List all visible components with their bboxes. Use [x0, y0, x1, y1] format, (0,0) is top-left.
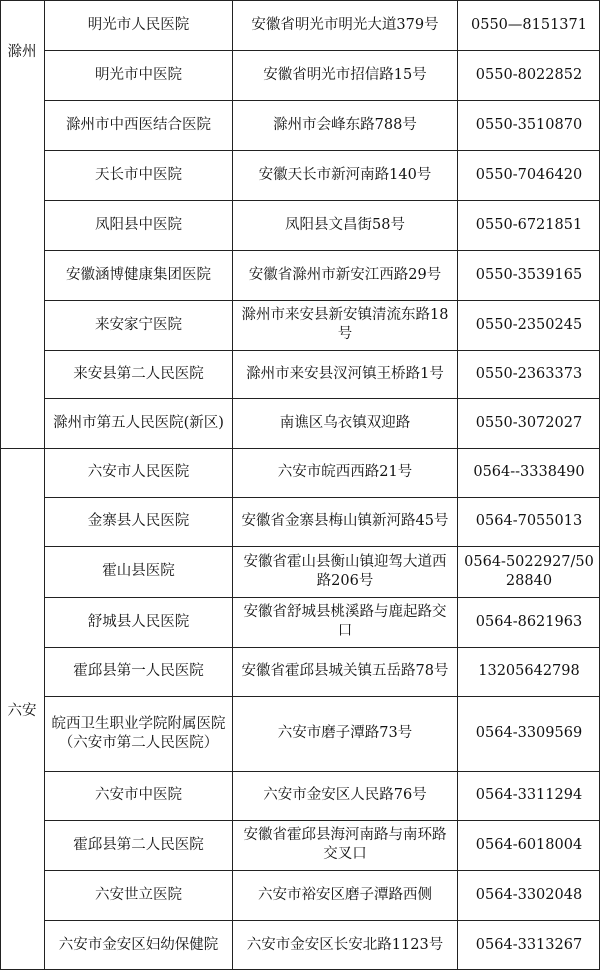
address-cell: 安徽省霍山县衡山镇迎驾大道西路206号: [243, 553, 447, 589]
phone-cell: 0550-3072027: [475, 414, 583, 431]
hospital-cell: 天长市中医院: [95, 166, 182, 183]
hospital-cell: 六安世立医院: [95, 886, 182, 903]
hospital-cell: 滁州市第五人民医院(新区): [53, 414, 224, 431]
phone-cell: 0564-6018004: [475, 836, 583, 853]
address-cell: 六安市磨子潭路73号: [277, 725, 413, 741]
hospital-cell: 安徽涵博健康集团医院: [66, 266, 211, 283]
address-cell: 滁州市来安县新安镇清流东路18号: [241, 307, 449, 342]
hospital-cell: 六安市人民医院: [87, 464, 190, 480]
address-cell: 安徽省霍邱县城关镇五岳路78号: [241, 663, 449, 679]
address-cell: 凤阳县文昌街58号: [285, 216, 405, 233]
address-cell: 安徽省霍邱县海河南路与南环路交叉口: [243, 827, 447, 862]
phone-cell: 0564-8621963: [475, 613, 583, 630]
address-cell: 安徽省明光市招信路15号: [263, 66, 427, 83]
address-cell: 六安市裕安区磨子潭路西侧: [258, 886, 432, 903]
address-cell: 六安市金安区长安北路1123号: [246, 936, 444, 953]
phone-cell: 0550-8022852: [475, 66, 583, 83]
address-cell: 六安市皖西西路21号: [277, 464, 413, 480]
hospital-cell: 六安市中医院: [95, 787, 182, 803]
address-cell: 安徽天长市新河南路140号: [258, 166, 432, 183]
address-cell: 南谯区乌衣镇双迎路: [279, 414, 411, 431]
phone-cell: 0550-7046420: [475, 166, 583, 183]
address-cell: 安徽省舒城县桃溪路与鹿起路交口: [243, 604, 447, 639]
phone-cell: 0550—8151371: [471, 16, 587, 33]
phone-cell: 0564-3302048: [475, 886, 583, 903]
phone-cell: 0550-3539165: [475, 266, 583, 283]
hospital-cell: 霍山县医院: [102, 563, 175, 579]
phone-cell: 0564--3338490: [473, 464, 585, 480]
hospital-cell: 明光市中医院: [95, 66, 182, 83]
hospital-cell: 霍邱县第二人民医院: [73, 836, 204, 853]
hospital-cell: 舒城县人民医院: [87, 613, 190, 630]
address-cell: 安徽省滁州市新安江西路29号: [248, 266, 442, 283]
hospital-cell: 来安县第二人民医院: [73, 365, 204, 382]
hospital-cell: 金寨县人民医院: [87, 513, 190, 529]
region-label: 六安: [7, 702, 37, 719]
phone-cell: 0564-5022927/5028840: [464, 553, 594, 589]
phone-cell: 0550-2350245: [475, 316, 583, 333]
address-cell: 安徽省明光市明光大道379号: [251, 16, 439, 33]
region-label: 滁州: [7, 43, 37, 60]
hospital-cell: 来安家宁医院: [95, 316, 182, 333]
phone-cell: 0564-7055013: [475, 513, 583, 529]
hospital-cell: 六安市金安区妇幼保健院: [58, 936, 219, 953]
phone-cell: 0564-3311294: [475, 787, 583, 803]
address-cell: 滁州市来安县汊河镇王桥路1号: [246, 365, 444, 382]
phone-cell: 0564-3313267: [475, 936, 583, 953]
phone-cell: 0564-3309569: [475, 725, 583, 741]
hospital-cell: 皖西卫生职业学院附属医院（六安市第二人民医院）: [51, 715, 226, 751]
hospital-cell: 明光市人民医院: [87, 16, 190, 33]
phone-cell: 0550-3510870: [475, 116, 583, 133]
address-cell: 安徽省金寨县梅山镇新河路45号: [241, 513, 449, 529]
phone-cell: 0550-2363373: [475, 365, 583, 382]
phone-cell: 13205642798: [478, 663, 580, 679]
address-cell: 六安市金安区人民路76号: [263, 787, 427, 803]
hospital-cell: 滁州市中西医结合医院: [66, 116, 211, 133]
hospital-cell: 霍邱县第一人民医院: [73, 663, 204, 679]
hospital-cell: 凤阳县中医院: [95, 216, 182, 233]
phone-cell: 0550-6721851: [475, 216, 583, 233]
address-cell: 滁州市会峰东路788号: [273, 116, 417, 133]
